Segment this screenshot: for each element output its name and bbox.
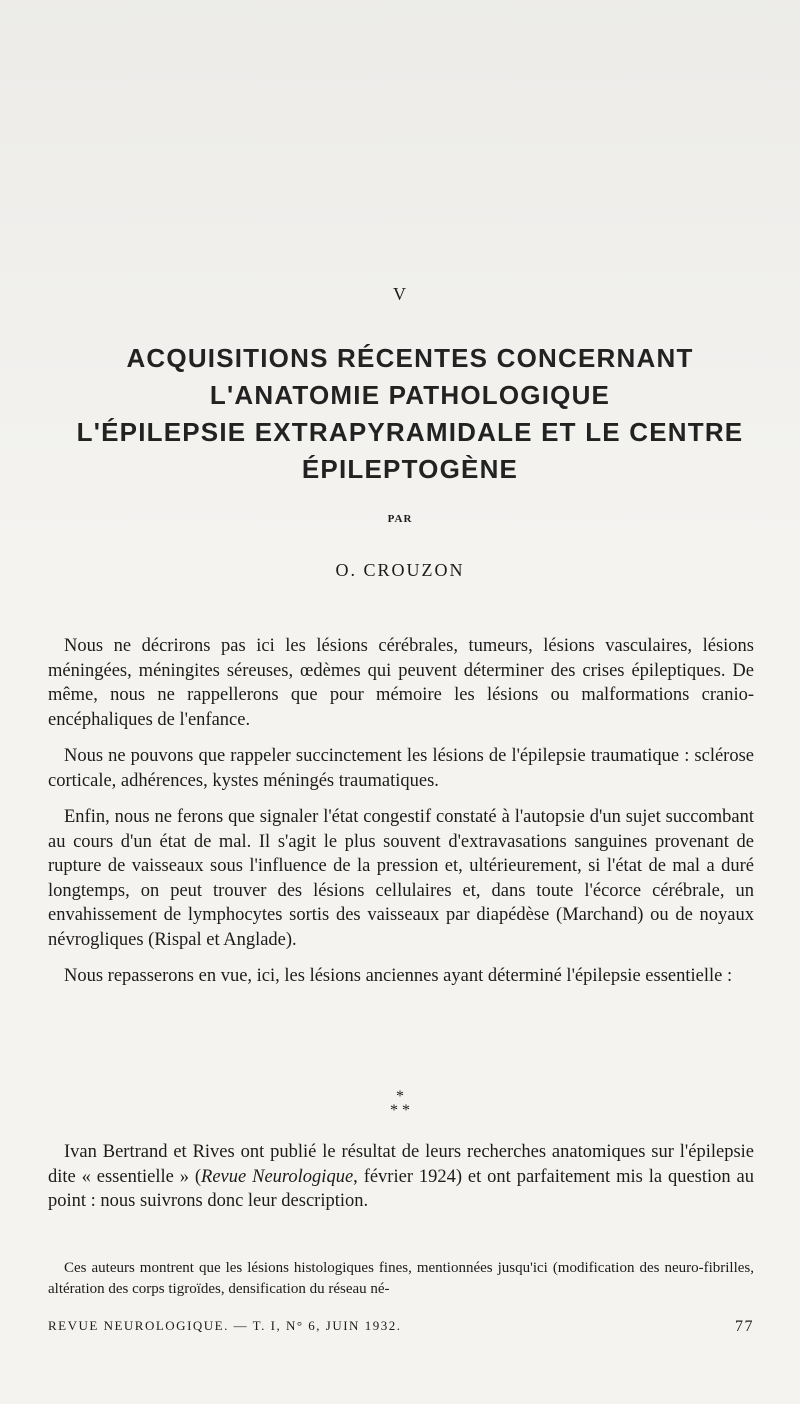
journal-title: Revue Neurologique (201, 1166, 354, 1187)
body-text-continued (48, 1140, 754, 1226)
paragraph-5: Ivan Bertrand et Rives ont publié le résultat de leurs recherches anatomiques sur l'épilepsie dite « essentielle » (Revue Neurologique, février 1924) et ont parfaitement mis la question au point : nous suivrons donc leur description. (48, 1142, 754, 1211)
running-title: REVUE NEUROLOGIQUE. — T. I, N° 6, JUIN 1932. (48, 1318, 402, 1333)
footnote-text: Ces auteurs montrent que les lésions histologiques fines, mentionnées jusqu'ici (modification des neuro-fibrilles, altération des corps tigroïdes, densification du réseau né- (48, 1260, 754, 1297)
paragraph-2: Nous ne pouvons que rappeler succinctement les lésions de l'épilepsie traumatique : sclérose corticale, adhérences, kystes méningés traumatiques. (48, 746, 754, 791)
body-text (48, 634, 754, 1001)
article-title (60, 340, 760, 488)
paragraph-4: Nous repasserons en vue, ici, les lésions anciennes ayant déterminé l'épilepsie essentielle : (64, 966, 733, 986)
title-line-3: L'ÉPILEPSIE EXTRAPYRAMIDALE ET LE CENTRE (76, 417, 744, 447)
byline-label: PAR (387, 513, 413, 525)
asterism-separator: * * * (390, 1088, 410, 1119)
title-line-1: ACQUISITIONS RÉCENTES CONCERNANT (126, 343, 694, 373)
paragraph-1: Nous ne décrirons pas ici les lésions cérébrales, tumeurs, lésions vasculaires, lésions méningées, méningites séreuses, œdèmes qui peuvent déterminer des crises épileptiques. De même, nous ne rappellerons que pour mémoire les lésions ou malformations cranio-encéphaliques de l'enfance. (48, 636, 754, 730)
page-footer (48, 1318, 754, 1334)
paragraph-3: Enfin, nous ne ferons que signaler l'état congestif constaté à l'autopsie d'un sujet succombant au cours d'un état de mal. Il s'agit le plus souvent d'extravasations sanguines provenant de rupture de vaisseaux sous l'influence de la pression et, ultérieurement, si l'état de mal a duré longtemps, on peut trouver des lésions cellulaires et, dans toute l'écorce cérébrale, un envahissement de lymphocytes sortis des vaisseaux par diapédèse (Marchand) ou de noyaux névrogliques (Rispal et Anglade). (48, 807, 754, 950)
section-numeral: V (393, 284, 407, 304)
page-number: 77 (735, 1318, 754, 1335)
author-name: O. CROUZON (335, 560, 465, 580)
title-line-2: L'ANATOMIE PATHOLOGIQUE (209, 380, 611, 410)
title-line-4: ÉPILEPTOGÈNE (301, 454, 519, 484)
